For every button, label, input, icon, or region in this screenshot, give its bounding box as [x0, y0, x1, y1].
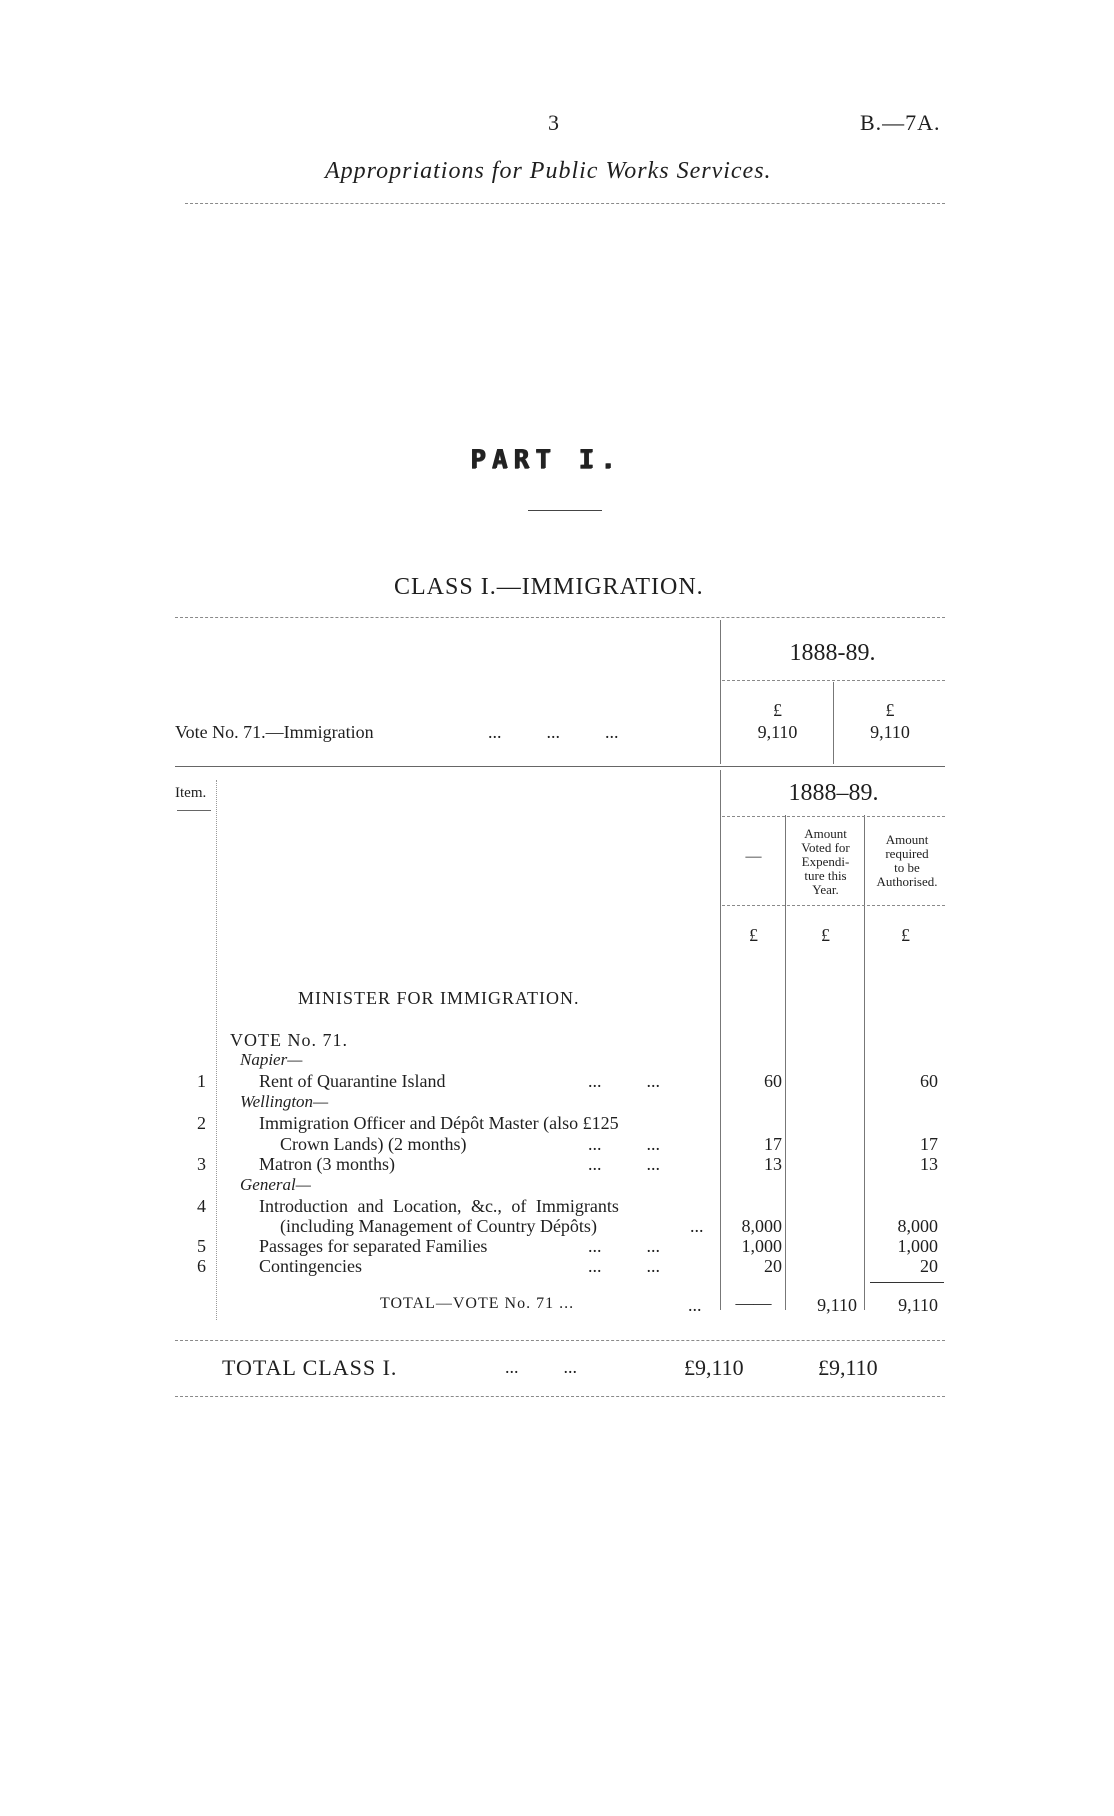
page-number: 3 [548, 110, 559, 135]
item-description: Introduction and Location, &c., of Immigrants [259, 1196, 619, 1216]
table-divider-col3 [864, 815, 865, 1310]
item-description: Contingencies [259, 1256, 362, 1276]
item-col1-value: 20 [764, 1256, 782, 1276]
summary-year: 1888-89. [789, 640, 876, 666]
table-year-rule [722, 816, 945, 817]
item-col1-value: 60 [764, 1071, 782, 1091]
vote-heading: VOTE No. 71. [230, 1030, 348, 1050]
table-divider-col2 [785, 815, 786, 1310]
total-class-rule [175, 1396, 945, 1397]
group-napier: Napier— [240, 1050, 303, 1069]
table-year: 1888–89. [788, 780, 879, 806]
item-number: 5 [197, 1236, 206, 1256]
item-leader: ... ... [588, 1236, 660, 1256]
col-header-blank: — [745, 848, 762, 865]
item-description: Matron (3 months) [259, 1154, 395, 1174]
total-vote-leader: ... [688, 1295, 702, 1315]
section-heading: MINISTER FOR IMMIGRATION. [298, 988, 580, 1008]
summary-value-1: 9,110 [757, 722, 798, 742]
item-leader: ... ... [588, 1154, 660, 1174]
item-number: 1 [197, 1071, 206, 1091]
total-vote-label: TOTAL—VOTE No. 71 ... [380, 1295, 575, 1312]
total-vote-col1: —— [735, 1293, 772, 1313]
item-description: Rent of Quarantine Island [259, 1071, 446, 1091]
item-col1-value: 13 [764, 1154, 782, 1174]
item-col3-value: 1,000 [897, 1236, 938, 1256]
item-col3-value: 60 [920, 1071, 938, 1091]
document-code: B.—7A. [860, 110, 941, 135]
item-col1-value: 8,000 [741, 1216, 782, 1236]
item-number: 4 [197, 1196, 206, 1216]
group-wellington: Wellington— [240, 1092, 329, 1111]
col-header-voted: Amount Voted for Expendi- ture this Year. [801, 826, 850, 897]
item-number: 6 [197, 1256, 206, 1276]
item-col3-value: 8,000 [897, 1216, 938, 1236]
item-leader: ... ... [588, 1134, 660, 1154]
total-class-label: TOTAL CLASS I. [222, 1355, 398, 1380]
item-col3-value: 20 [920, 1256, 938, 1276]
item-col1-value: 1,000 [741, 1236, 782, 1256]
item-col3-value: 17 [920, 1134, 938, 1154]
part-title: PART I. [470, 445, 622, 475]
item-number: 3 [197, 1154, 206, 1174]
total-vote-col2: 9,110 [817, 1295, 857, 1315]
page-subtitle: Appropriations for Public Works Services. [325, 158, 772, 184]
group-general: General— [240, 1175, 311, 1194]
table-divider-col1 [720, 770, 721, 1310]
item-header: Item. [175, 785, 207, 801]
item-description: Passages for separated Families [259, 1236, 488, 1256]
item-leader: ... ... [588, 1071, 660, 1091]
table-pound-2: £ [821, 925, 830, 945]
item-leader: ... [690, 1216, 704, 1236]
item-col1-value: 17 [764, 1134, 782, 1154]
item-description-continued: Crown Lands) (2 months) [280, 1134, 467, 1154]
summary-value-2: 9,110 [870, 722, 910, 742]
summary-bottom-rule [175, 766, 945, 767]
total-class-value-2: £9,110 [818, 1355, 878, 1380]
item-column-divider [216, 780, 217, 1320]
item-number: 2 [197, 1113, 206, 1133]
item-leader: ... ... [588, 1256, 660, 1276]
header-rule [185, 203, 945, 204]
part-rule [528, 510, 602, 511]
summary-year-rule [722, 680, 945, 681]
item-description-continued: (including Management of Country Dépôts) [280, 1216, 597, 1236]
summary-pound-2: £ [885, 700, 895, 720]
item-header-underline [177, 810, 211, 811]
total-class-leader: ... ... [505, 1357, 577, 1377]
total-class-value-1: £9,110 [684, 1355, 744, 1380]
col-header-required: Amount required to be Authorised. [876, 832, 938, 889]
col-header-rule [722, 905, 945, 906]
summary-divider-mid [833, 682, 834, 764]
item-col3-value: 13 [920, 1154, 938, 1174]
subtotal-rule [870, 1282, 944, 1283]
table-pound-1: £ [749, 925, 758, 945]
total-vote-col3: 9,110 [898, 1295, 938, 1315]
summary-vote-label: Vote No. 71.—Immigration [175, 722, 374, 742]
item-description: Immigration Officer and Dépôt Master (also £125 [259, 1113, 619, 1133]
summary-pound-1: £ [773, 700, 782, 720]
summary-leader: ... ... ... [488, 722, 619, 742]
class-rule [175, 617, 945, 618]
table-bottom-rule [175, 1340, 945, 1341]
class-title: CLASS I.—IMMIGRATION. [394, 574, 704, 600]
table-pound-3: £ [901, 925, 910, 945]
